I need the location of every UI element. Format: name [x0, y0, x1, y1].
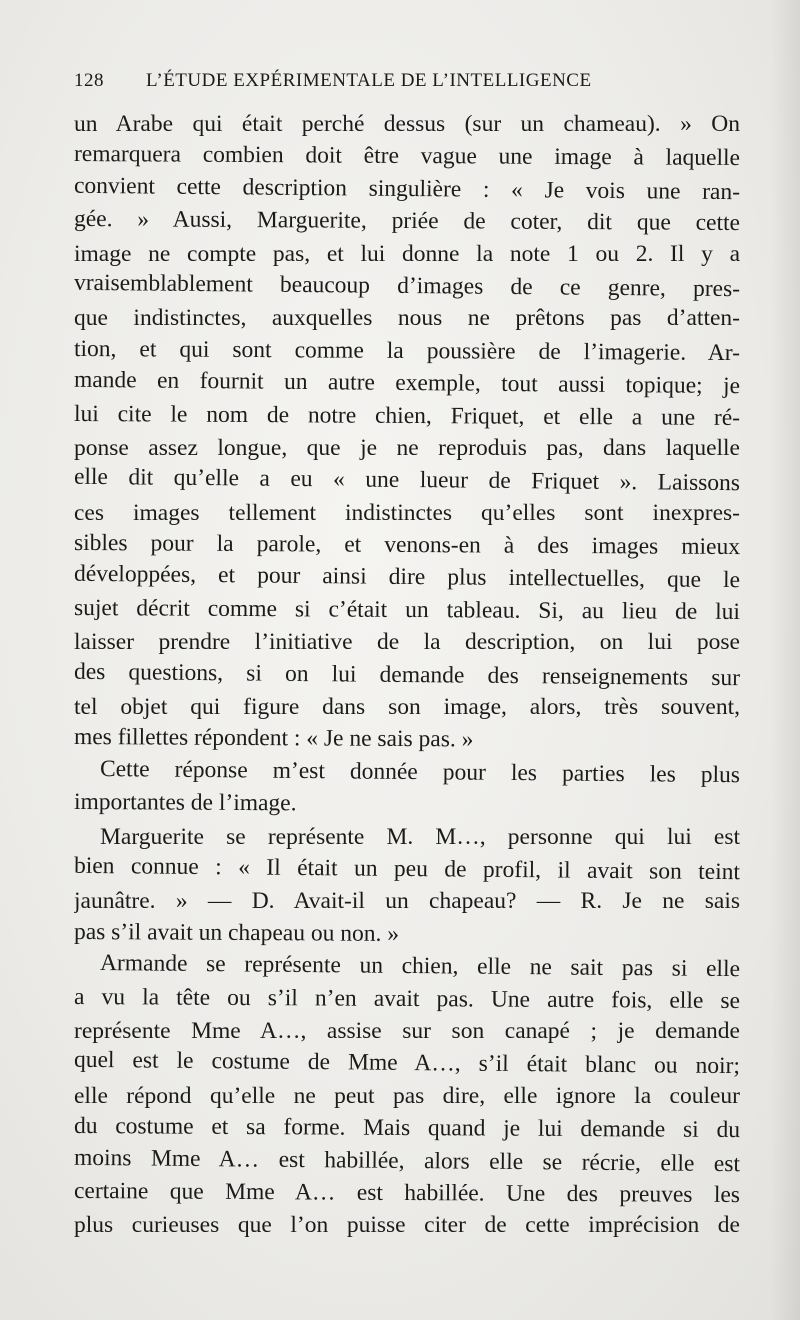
text-line: remarquera combien doit être vague une image à laquelle: [73, 141, 741, 172]
text-line: certaine que Mme A… est habillée. Une des preuves les: [73, 1177, 741, 1208]
text-line: mande en fournit un autre exemple, tout aussi topique; je: [73, 366, 741, 400]
text-line: convient cette description singulière : « Je vois une ran-: [73, 172, 741, 205]
text-line: sujet décrit comme si c’était un tableau. Si, au lieu de lui: [73, 594, 741, 625]
text-line: tel objet qui figure dans son image, alors, très souvent,: [74, 694, 740, 721]
text-line: représente Mme A…, assise sur son canapé ; je demande: [74, 1017, 740, 1044]
text-line: sibles pour la parole, et venons-en à des images mieux: [73, 530, 741, 561]
text-line: tion, et qui sont comme la poussière de l’imagerie. Ar-: [73, 335, 741, 366]
spine-shadow: [770, 0, 800, 1320]
text-line: bien connue : « Il était un peu de profil, il avait son teint: [73, 852, 741, 886]
text-line: Marguerite se représente M. M…, personne qui lui est: [100, 823, 740, 850]
text-line: pas s’il avait un chapeau ou non. »: [73, 918, 400, 947]
text-line: importantes de l’image.: [73, 789, 297, 817]
body-text: [74, 108, 740, 1242]
text-line: plus curieuses que l’on puisse citer de cette imprécision de: [74, 1212, 740, 1239]
text-line: elle répond qu’elle ne peut pas dire, elle ignore la couleur: [74, 1082, 740, 1109]
text-line: jaunâtre. » — D. Avait-il un chapeau? — R. Je ne sais: [74, 888, 740, 915]
text-line: image ne compte pas, et lui donne la note 1 ou 2. Il y a: [74, 240, 740, 267]
text-line: Cette réponse m’est donnée pour les parties les plus: [99, 755, 741, 789]
text-line: vraisemblablement beaucoup d’images de ce genre, pres-: [73, 269, 741, 303]
text-line: que indistinctes, auxquelles nous ne prêtons pas d’atten-: [74, 305, 740, 332]
text-line: lui cite le nom de notre chien, Friquet, et elle a une ré-: [73, 400, 741, 431]
text-line: a vu la tête ou s’il n’en avait pas. Une autre fois, elle se: [73, 983, 741, 1014]
text-line: laisser prendre l’initiative de la description, on lui pose: [74, 629, 740, 656]
text-line: elle dit qu’elle a eu « une lueur de Friquet ». Laissons: [73, 464, 741, 497]
text-line: développées, et pour ainsi dire plus intellectuelles, que le: [73, 561, 741, 594]
page-number: 128: [74, 70, 104, 91]
text-line: quel est le costume de Mme A…, s’il était blanc ou noir;: [73, 1047, 741, 1080]
text-line: des questions, si on lui demande des renseignements sur: [73, 658, 741, 691]
text-line: un Arabe qui était perché dessus (sur un chameau). » On: [74, 111, 740, 137]
text-line: Armande se représente un chien, elle ne sait pas si elle: [99, 950, 741, 983]
running-title: L’ÉTUDE EXPÉRIMENTALE DE L’INTELLIGENCE: [146, 70, 592, 91]
text-line: ces images tellement indistinctes qu’elles sont inexpres-: [74, 499, 740, 526]
text-line: gée. » Aussi, Marguerite, priée de coter, dit que cette: [73, 206, 741, 237]
running-head: [74, 70, 674, 96]
text-line: moins Mme A… est habillée, alors elle se récrie, elle est: [73, 1144, 741, 1177]
text-line: ponse assez longue, que je ne reproduis pas, dans laquelle: [74, 434, 740, 461]
text-line: mes fillettes répondent : « Je ne sais pas. »: [73, 724, 474, 753]
text-line: du costume et sa forme. Mais quand je lui demande si du: [73, 1113, 741, 1144]
